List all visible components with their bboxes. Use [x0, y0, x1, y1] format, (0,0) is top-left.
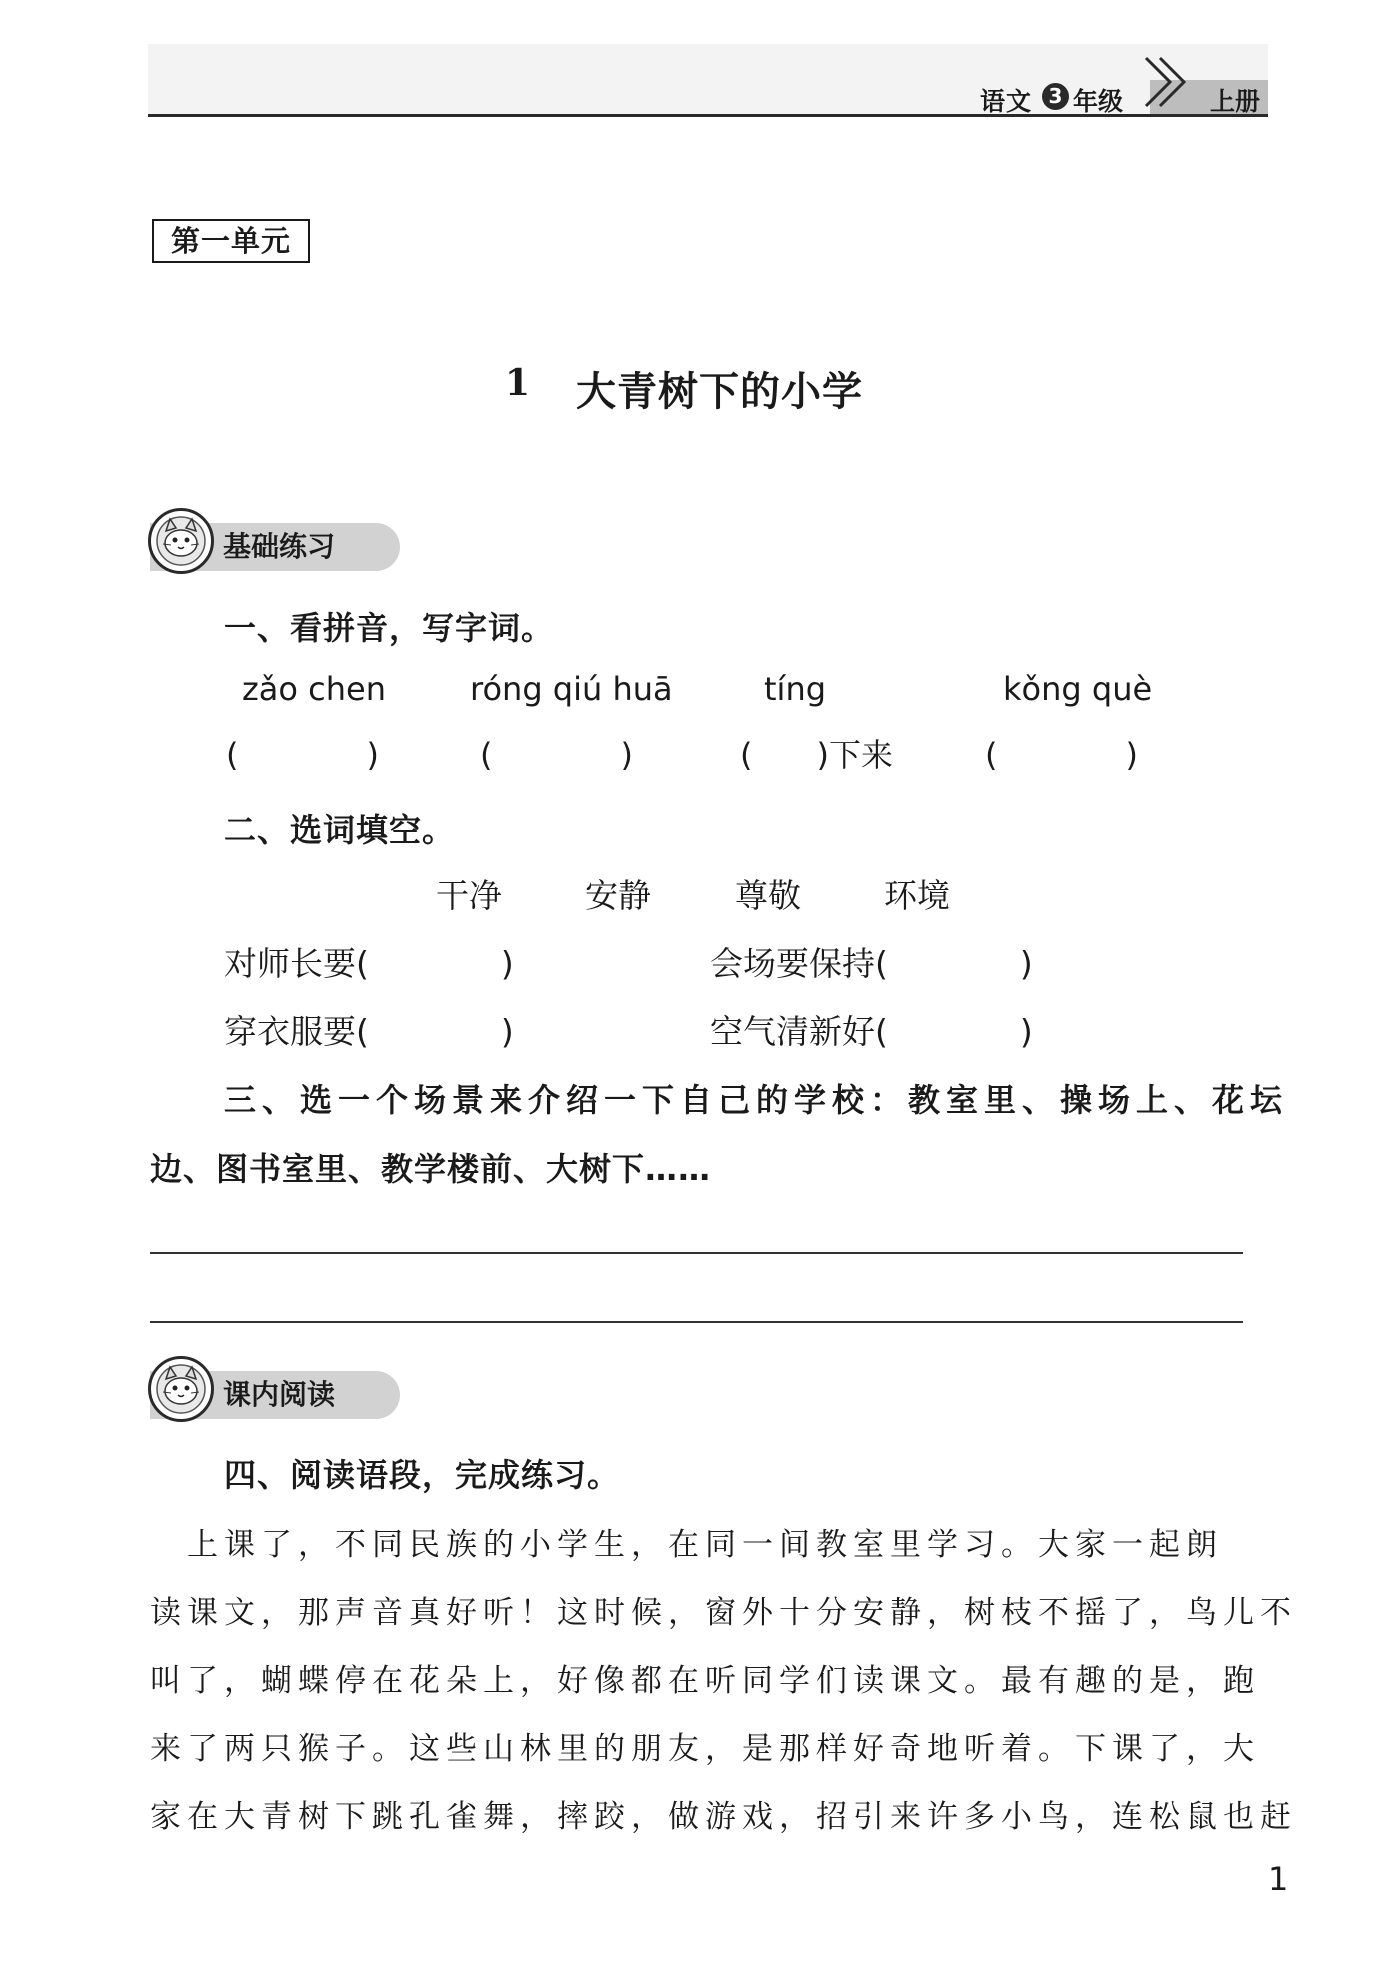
passage-line: 家在大青树下跳孔雀舞，摔跤，做游戏，招引来许多小鸟，连松鼠也赶	[150, 1799, 1297, 1835]
header-subject: 语文	[980, 87, 1033, 116]
q1-pinyin-4: kǒng què	[1003, 670, 1153, 708]
section-reading-label: 课内阅读	[150, 1371, 400, 1419]
q2-word-1: 干净	[436, 876, 502, 915]
double-chevron-icon	[1140, 52, 1196, 108]
q1-blank-2[interactable]: ( )	[480, 736, 633, 774]
lesson-title: 大青树下的小学	[576, 369, 863, 415]
q2-heading: 二、选词填空。	[224, 811, 456, 849]
q3-line-2: 边、图书室里、教学楼前、大树下……	[150, 1150, 712, 1188]
q2-word-4: 环境	[884, 876, 950, 915]
q2-word-3: 尊敬	[735, 876, 801, 915]
passage-line: 来了两只猴子。这些山林里的朋友，是那样好奇地听着。下课了，大	[150, 1731, 1260, 1767]
cat-face-icon	[148, 1356, 214, 1422]
q2-item-2[interactable]: 会场要保持( )	[710, 944, 1033, 983]
section-basic-label: 基础练习	[150, 523, 400, 571]
lesson-number: 1	[505, 362, 531, 404]
q2-item-1[interactable]: 对师长要( )	[224, 944, 514, 983]
q1-blank-4[interactable]: ( )	[985, 736, 1138, 774]
q2-item-4[interactable]: 空气清新好( )	[710, 1012, 1033, 1051]
unit-label: 第一单元	[152, 219, 310, 263]
q2-item-3[interactable]: 穿衣服要( )	[224, 1012, 514, 1051]
header-grade-badge: 3	[1042, 83, 1069, 110]
answer-line[interactable]	[150, 1321, 1243, 1323]
answer-line[interactable]	[150, 1252, 1243, 1254]
passage-line: 上课了，不同民族的小学生，在同一间教室里学习。大家一起朗	[150, 1527, 1223, 1563]
q2-word-2: 安静	[585, 876, 651, 915]
q1-blank-3[interactable]: ( )下来	[740, 736, 893, 774]
q1-pinyin-3: tíng	[764, 670, 827, 708]
q1-pinyin-1: zǎo chen	[242, 670, 386, 708]
q1-heading: 一、看拼音，写字词。	[224, 609, 555, 647]
q1-blank-1[interactable]: ( )	[226, 736, 379, 774]
page-number: 1	[1268, 1860, 1289, 1898]
header-book: 上册	[1210, 87, 1261, 116]
q4-heading: 四、阅读语段，完成练习。	[224, 1456, 621, 1494]
passage-line: 叫了，蝴蝶停在花朵上，好像都在听同学们读课文。最有趣的是，跑	[150, 1663, 1260, 1699]
q1-pinyin-2: róng qiú huā	[470, 670, 673, 708]
q3-line-1: 三、选一个场景来介绍一下自己的学校：教室里、操场上、花坛	[224, 1081, 1289, 1119]
header-grade-suffix: 年级	[1073, 87, 1124, 116]
passage-line: 读课文，那声音真好听！这时候，窗外十分安静，树枝不摇了，鸟儿不	[150, 1595, 1297, 1631]
cat-face-icon	[148, 508, 214, 574]
